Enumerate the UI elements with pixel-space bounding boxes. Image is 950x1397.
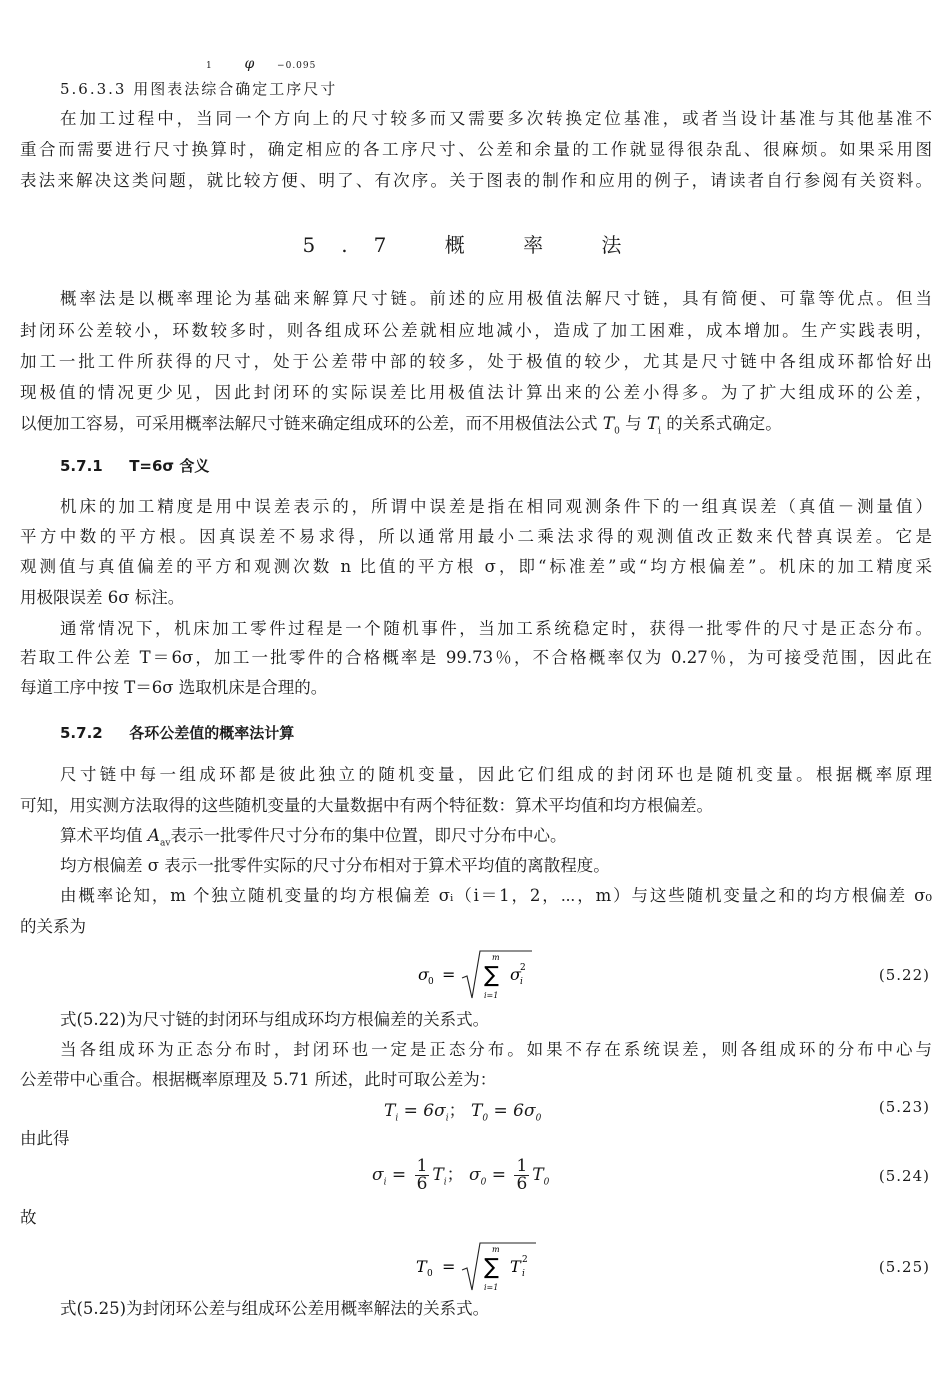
term-sub: i — [520, 977, 523, 987]
text-line: 加工一批工件所获得的尺寸，处于公差带中部的较多，处于极值的较少，尤其是尺寸链中各组成环都恰好出 — [20, 352, 932, 371]
text-line: 表法来解决这类问题，就比较方便、明了、有次序。关于图表的制作和应用的例子，请读者自行参阅有关资料。 — [20, 171, 932, 190]
paragraph-13: 式(5.25)为封闭环公差与组成环公差用概率解法的关系式。 — [60, 1299, 490, 1318]
separator: ； — [448, 1101, 472, 1121]
equation-5-23 — [384, 1096, 541, 1123]
text-line: 可知，用实测方法取得的这些随机变量的大量数据中有两个特征数：算术平均值和均方根偏差。 — [20, 796, 713, 815]
text-run: 表示一批零件尺寸分布的集中位置，即尺寸分布中心。 — [170, 826, 567, 845]
eq-term: = 6σ — [398, 1101, 446, 1121]
eq-term: T — [471, 1101, 483, 1121]
eq-term: = 6σ — [488, 1101, 536, 1121]
text-line: 在加工过程中，当同一个方向上的尺寸较多而又需要多次转换定位基准，或者当设计基准与其他基准不 — [60, 109, 932, 128]
equation-number: (5.23) — [878, 1098, 930, 1116]
subscript: 0 — [543, 1177, 550, 1188]
subscript: i — [383, 1177, 387, 1188]
sum-term: σ — [510, 965, 521, 984]
denominator: 6 — [516, 1174, 528, 1194]
deviation-value: −0.095 — [277, 61, 317, 71]
paragraph-12: 故 — [20, 1208, 37, 1227]
numerator: 1 — [416, 1156, 428, 1176]
subscript: i — [395, 1113, 399, 1124]
text-run: 以便加工容易，可采用概率法解尺寸链来确定组成环的公差，而不用极值法公式 — [20, 414, 603, 433]
phi-symbol: φ — [244, 56, 256, 72]
equals-sign: = — [442, 965, 456, 984]
text-line: 平方中数的平方根。因真误差不易求得，所以通常用最小二乘法求得的观测值改正数来代替真误差。它是 — [20, 527, 932, 546]
section-number: 5.7.1 — [60, 457, 103, 475]
text-line: 观测值与真值偏差的平方和观测次数 n 比值的平方根 σ，即“标准差”或“均方根偏差”。机床的加工精度采 — [20, 557, 932, 576]
text-run: 与 — [619, 414, 647, 433]
top-fragment — [206, 56, 316, 72]
sum-lower: i=1 — [484, 1283, 499, 1292]
text-line: 封闭环公差较小，环数较多时，则各组成环公差就相应地减小，造成了加工困难，成本增加。生产实践表明， — [20, 321, 932, 340]
subscript: 0 — [482, 1113, 489, 1124]
paragraph-6 — [60, 825, 932, 854]
equation-5-22-graphic — [414, 948, 554, 1004]
fraction — [514, 1158, 529, 1193]
denominator: 6 — [416, 1174, 428, 1194]
text-line: 概率法是以概率理论为基础来解算尺寸链。前述的应用极值法解尺寸链，具有简便、可靠等优点。但当 — [60, 289, 932, 308]
equation-number: (5.24) — [878, 1167, 930, 1185]
text-run: 算术平均值 — [60, 826, 148, 845]
equals-sign: = — [391, 1165, 412, 1185]
term-sup: 2 — [520, 963, 526, 973]
sum-term: T — [510, 1257, 521, 1276]
fragment-number: 1 — [206, 61, 213, 71]
var-T0: T — [602, 414, 615, 434]
eq-term: T — [432, 1165, 444, 1185]
sum-upper: m — [492, 1245, 500, 1254]
section-heading-572 — [60, 722, 294, 743]
numerator: 1 — [516, 1156, 528, 1176]
text-line: 的关系为 — [20, 917, 86, 936]
sum-sign: ∑ — [484, 963, 499, 988]
eq-lhs: T — [416, 1257, 427, 1276]
eq-lhs: σ — [418, 965, 429, 984]
equation-5-25-graphic — [414, 1240, 554, 1296]
text-line: 每道工序中按 T＝6σ 选取机床是合理的。 — [20, 678, 328, 697]
text-line: 用极限误差 6σ 标注。 — [20, 588, 185, 607]
equation-number: (5.25) — [878, 1258, 930, 1276]
sum-lower: i=1 — [484, 991, 499, 1000]
text-line — [20, 413, 932, 442]
section-label: 各环公差值的概率法计算 — [129, 724, 295, 742]
term-sup: 2 — [522, 1255, 528, 1265]
text-line: 通常情况下，机床加工零件过程是一个随机事件，当加工系统稳定时，获得一批零件的尺寸是正态分布。 — [60, 619, 932, 638]
paragraph-7: 均方根偏差 σ 表示一批零件实际的尺寸分布相对于算术平均值的离散程度。 — [60, 856, 610, 875]
equation-5-25 — [414, 1240, 554, 1296]
text-run: 的关系式确定。 — [661, 414, 782, 433]
text-line: 尺寸链中每一组成环都是彼此独立的随机变量，因此它们组成的封闭环也是随机变量。根据概率原理 — [60, 765, 932, 784]
eq-term: T — [532, 1165, 544, 1185]
equals-sign: = — [491, 1165, 512, 1185]
subscript: i — [658, 426, 662, 437]
eq-lhs-sub: 0 — [427, 1269, 433, 1279]
eq-term: T — [384, 1101, 396, 1121]
equals-sign: = — [442, 1257, 456, 1276]
chapter-title: 5.7 概 率 法 — [302, 233, 648, 257]
text-line: 重合而需要进行尺寸换算时，确定相应的各工序尺寸、公差和余量的工作就显得很杂乱、很麻烦。如果采用图 — [20, 140, 932, 159]
text-line: 现极值的情况更少见，因此封闭环的实际误差比用极值法计算出来的公差小得多。为了扩大组成环的公差， — [20, 383, 932, 402]
subscript: i — [445, 1113, 449, 1124]
sum-upper: m — [492, 953, 500, 962]
section-number: 5.7.2 — [60, 724, 103, 742]
var-Aav: A — [147, 826, 161, 846]
paragraph-9: 式(5.22)为尺寸链的封闭环与组成环均方根偏差的关系式。 — [60, 1010, 490, 1029]
var-Ti: T — [646, 414, 659, 434]
equation-5-22 — [414, 948, 554, 1004]
text-line: 若取工件公差 T＝6σ，加工一批零件的合格概率是 99.73％，不合格概率仅为 0.27％，为可接受范围，因此在 — [20, 648, 932, 667]
equation-5-24 — [372, 1158, 549, 1193]
section-heading-571 — [60, 455, 209, 476]
text-line: 机床的加工精度是用中误差表示的，所谓中误差是指在相同观测条件下的一组真误差（真值－测量值） — [60, 497, 932, 516]
subscript: i — [443, 1177, 447, 1188]
text-line: 当各组成环为正态分布时，封闭环也一定是正态分布。如果不存在系统误差，则各组成环的分布中心与 — [60, 1040, 932, 1059]
section-label: T=6σ 含义 — [129, 457, 210, 475]
term-sub: i — [522, 1269, 525, 1279]
eq-term: σ — [372, 1165, 384, 1185]
separator: ； — [446, 1165, 470, 1185]
equation-number: (5.22) — [878, 966, 930, 984]
text-line: 由概率论知，m 个独立随机变量的均方根偏差 σᵢ（i＝1，2，⋯，m）与这些随机变量之和的均方根偏差 σ₀ — [60, 886, 932, 905]
text-line: 公差带中心重合。根据概率原理及 5.71 所述，此时可取公差为： — [20, 1070, 497, 1089]
sum-sign: ∑ — [484, 1255, 499, 1280]
subscript: 0 — [480, 1177, 487, 1188]
eq-term: σ — [469, 1165, 481, 1185]
paragraph-11: 由此得 — [20, 1129, 70, 1148]
eq-lhs-sub: 0 — [428, 977, 434, 987]
subscript: 0 — [535, 1113, 542, 1124]
subscript: av — [160, 838, 171, 849]
section-heading-5633: 5.6.3.3 用图表法综合确定工序尺寸 — [60, 80, 338, 98]
fraction — [415, 1158, 430, 1193]
subscript: 0 — [614, 426, 620, 437]
